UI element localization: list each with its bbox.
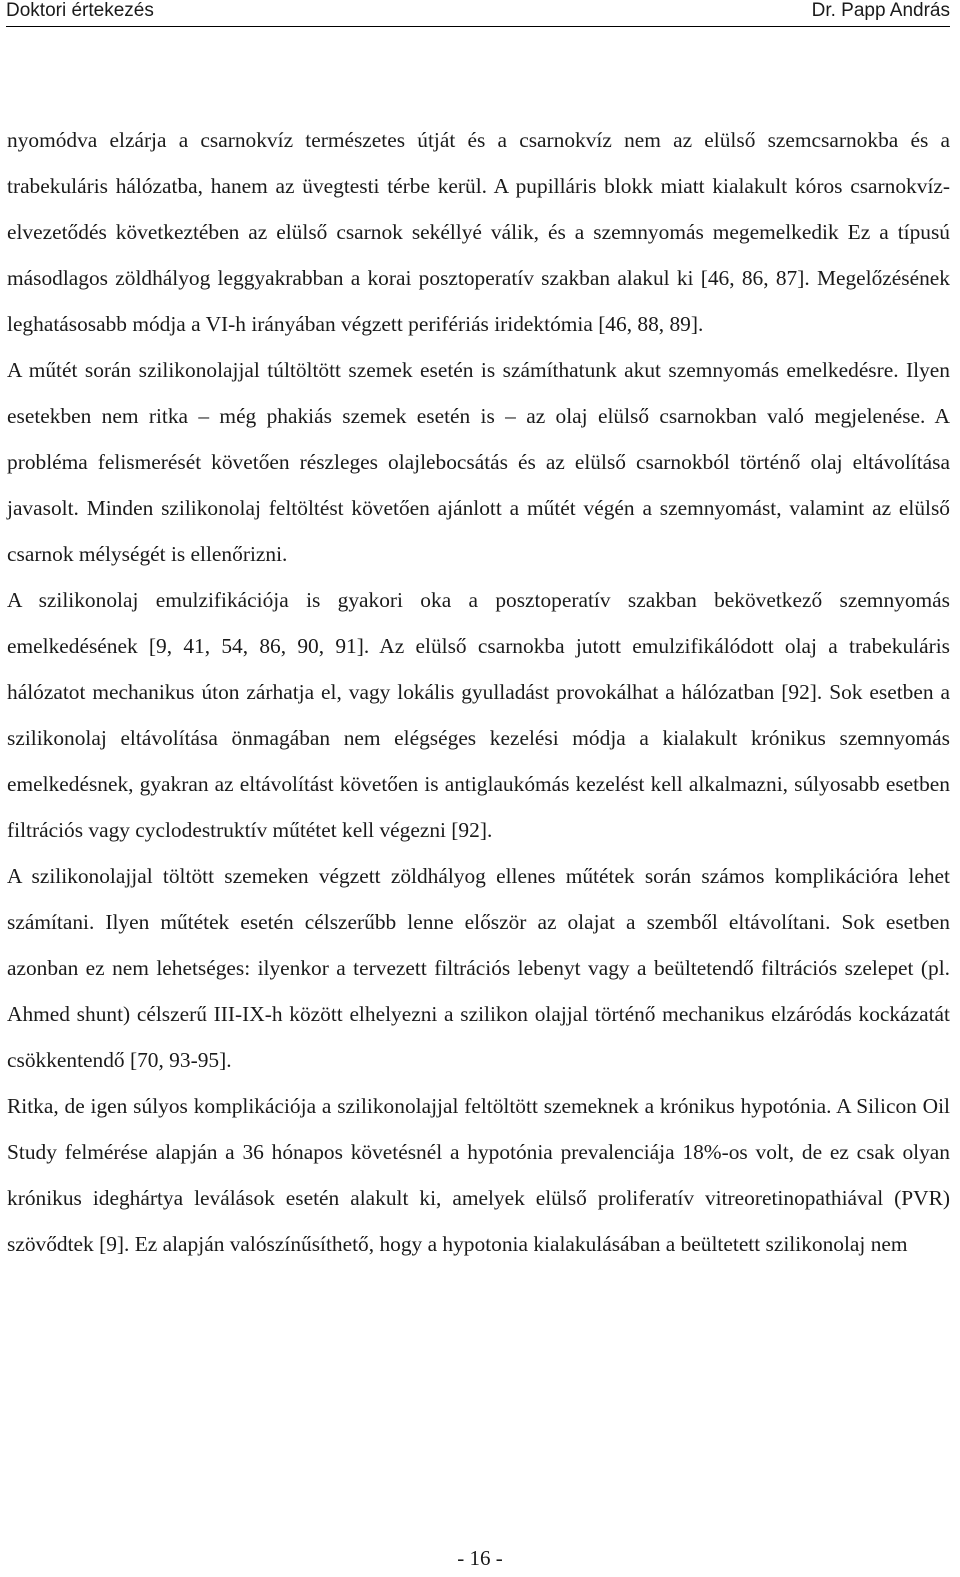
page-number: - 16 - — [457, 1546, 503, 1570]
header-author: Dr. Papp András — [811, 0, 950, 21]
paragraph: A szilikonolaj emulzifikációja is gyakori oka a posztoperatív szakban bekövetkező szemnyomás emelkedésének [9, 41, 54, 86, 90, 91]. Az elülső csarnokba jutott emulzifikálódott olaj a trabekuláris hálózatot mechanikus úton zárhatja el, vagy lokális gyulladást provokálhat a hálózatban [92]. Sok esetben a szilikonolaj eltávolítása önmagában nem elégséges kezelési módja a kialakult krónikus szemnyomás emelkedésnek, gyakran az eltávolítást követően is antiglaukómás kezelést kell alkalmazni, súlyosabb esetben filtrációs vagy cyclodestruktív műtétet kell végezni [92]. — [7, 588, 950, 842]
paragraph: Ritka, de igen súlyos komplikációja a szilikonolajjal feltöltött szemeknek a krónikus hypotónia. A Silicon Oil Study felmérése alapján a 36 hónapos követésnél a hypotónia prevalenciája 18%-os volt, de ez csak olyan krónikus ideghártya leválások esetén alakult ki, amelyek elülső proliferatív vitreoretinopathiával (PVR) szövődtek [9]. Ez alapján valószínűsíthető, hogy a hypotonia kialakulásában a beültetett szilikonolaj nem — [7, 1094, 950, 1256]
paragraph: A műtét során szilikonolajjal túltöltött szemek esetén is számíthatunk akut szemnyomás emelkedésre. Ilyen esetekben nem ritka – még phakiás szemek esetén is – az olaj elülső csarnokban való megjelenése. A probléma felismerését követően részleges olajlebocsátás és az elülső csarnokból történő olaj eltávolítása javasolt. Minden szilikonolaj feltöltést követően ajánlott a műtét végén a szemnyomást, valamint az elülső csarnok mélységét is ellenőrizni. — [7, 358, 950, 566]
paragraph: nyomódva elzárja a csarnokvíz természetes útját és a csarnokvíz nem az elülső szemcsarnokba és a trabekuláris hálózatba, hanem az üvegtesti térbe kerül. A pupilláris blokk miatt kialakult kóros csarnokvíz-elvezetődés következtében az elülső csarnok sekéllyé válik, és a szemnyomás megemelkedik Ez a típusú másodlagos zöldhályog leggyakrabban a korai posztoperatív szakban alakul ki [46, 86, 87]. Megelőzésének leghatásosabb módja a VI-h irányában végzett perifériás iridektómia [46, 88, 89]. — [7, 128, 950, 336]
header-document-type: Doktori értekezés — [6, 0, 154, 21]
paragraph: A szilikonolajjal töltött szemeken végzett zöldhályog ellenes műtétek során számos komplikációra lehet számítani. Ilyen műtétek esetén célszerűbb lenne először az olajat a szemből eltávolítani. Sok esetben azonban ez nem lehetséges: ilyenkor a tervezett filtrációs lebenyt vagy a beültetendő filtrációs szelepet (pl. Ahmed shunt) célszerű III-IX-h között elhelyezni a szilikon olajjal történő mechanikus elzáródás kockázatát csökkentendő [70, 93-95]. — [7, 864, 950, 1072]
body-text — [7, 117, 950, 1267]
page-header — [6, 0, 950, 27]
